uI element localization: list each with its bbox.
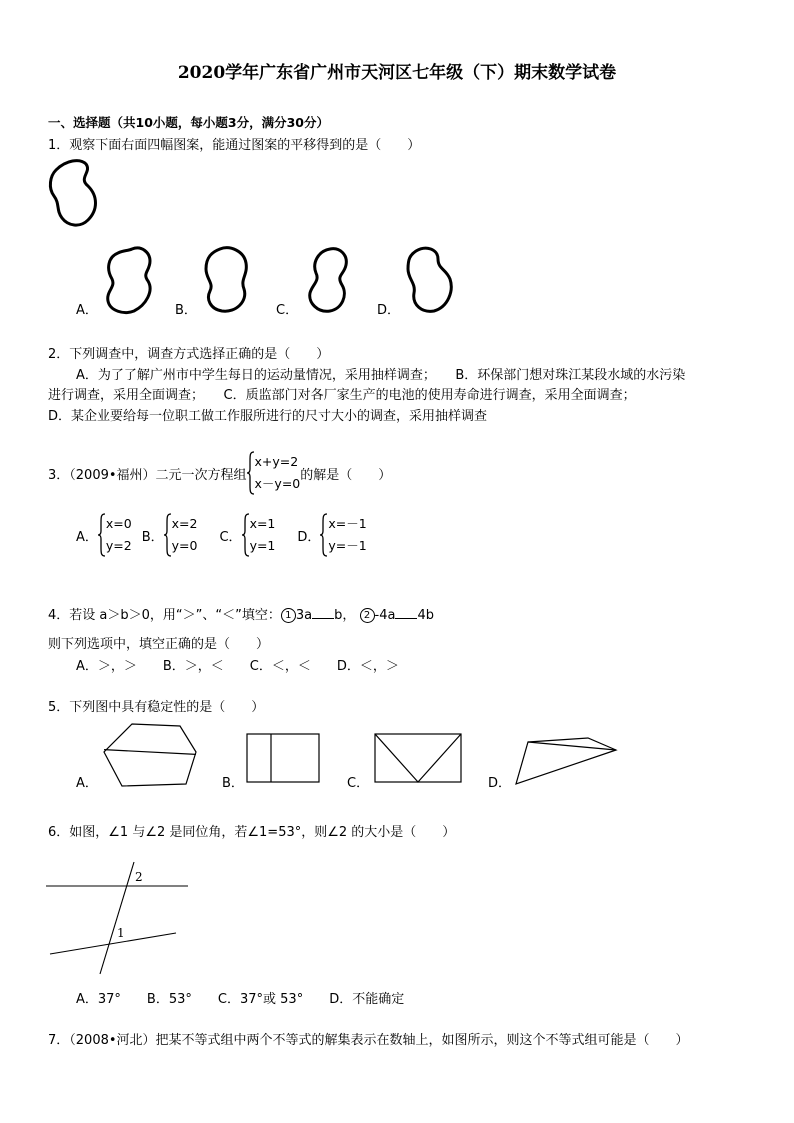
q6-angle-label-2: 2 <box>135 870 143 884</box>
q5-option-c-label: C． <box>347 776 370 791</box>
q4-part-2b: 4b <box>417 608 434 623</box>
question-7-stem: 7．（2008•河北）把某不等式组中两个不等式的解集表示在数轴上，如图所示，则这个不等式组可能是（ ） <box>48 1033 689 1048</box>
q3-option-d-label: D． <box>297 529 321 545</box>
q1-option-a-label: A． <box>76 303 98 318</box>
q4-blank-1 <box>312 606 334 619</box>
q3-option-b-label: B． <box>141 529 164 545</box>
q4-blank-2 <box>395 606 417 619</box>
q6-angle-figure <box>46 862 192 978</box>
q3-option-d-l1: x=－1 <box>328 516 367 531</box>
q3-option-c-label: C． <box>219 529 242 545</box>
q1-option-c-leaf-figure <box>302 245 357 315</box>
q5-option-b-label: B． <box>222 776 244 791</box>
q3-option-c-system <box>242 513 276 557</box>
q4-stem-prefix: 4．若设 a＞b＞0，用“＞”、“＜”填空： <box>48 608 281 623</box>
q5-option-a-label: A． <box>76 776 98 791</box>
q1-option-b-label: B． <box>175 303 197 318</box>
q3-option-b-l1: x=2 <box>171 516 198 531</box>
q4-part-2a: -4a <box>374 608 396 623</box>
q3-option-a-l2: y=2 <box>105 538 132 553</box>
circled-number-1: 1 <box>281 608 296 623</box>
page-title: 2020学年广东省广州市天河区七年级（下）期末数学试卷 <box>177 63 617 83</box>
q1-option-d-label: D． <box>377 303 401 318</box>
q3-option-b-system <box>164 513 198 557</box>
brace-icon <box>164 513 172 557</box>
q3-option-c-l1: x=1 <box>249 516 276 531</box>
circled-number-2: 2 <box>360 608 375 623</box>
q3-option-d-system <box>320 513 366 557</box>
q3-options-row <box>76 513 367 557</box>
brace-icon <box>98 513 106 557</box>
q5-option-d-quadrilateral-figure <box>514 736 618 788</box>
q3-option-b-l2: y=0 <box>171 538 198 553</box>
q6-angle-label-1: 1 <box>117 926 125 940</box>
brace-icon <box>320 513 328 557</box>
q1-option-d-leaf-figure <box>404 245 459 315</box>
q5-option-d-label: D． <box>488 776 512 791</box>
question-4-line-2: 则下列选项中，填空正确的是（ ） <box>48 637 270 652</box>
q3-option-c-l2: y=1 <box>249 538 276 553</box>
q3-stem-prefix: 3．（2009•福州）二元一次方程组 <box>48 467 247 483</box>
q3-option-a-label: A． <box>76 529 98 545</box>
question-5-stem: 5．下列图中具有稳定性的是（ ） <box>48 700 265 715</box>
q1-original-leaf-figure <box>48 160 103 228</box>
q5-option-c-rectangle-triangle-figure <box>374 733 464 785</box>
q4-part-1a: 3a <box>295 608 313 623</box>
q3-stem-suffix: 的解是（ ） <box>300 467 392 483</box>
section-heading: 一、选择题（共10小题，每小题3分，满分30分） <box>48 115 329 130</box>
q5-option-b-rectangle-figure <box>246 733 322 785</box>
question-4-options: A．＞，＞ B．＞，＜ C．＜，＜ D．＜，＞ <box>76 659 399 674</box>
brace-icon <box>247 451 255 495</box>
question-6-stem: 6．如图，∠1 与∠2 是同位角，若∠1=53°，则∠2 的大小是（ ） <box>48 825 456 840</box>
question-2-line-1: A．为了了解广州市中学生每日的运动量情况，采用抽样调查； B．环保部门想对珠江某段水域的水污染 <box>76 368 686 383</box>
q3-eq-2: x－y=0 <box>254 476 301 491</box>
question-2-line-3: D．某企业要给每一位职工做工作服所进行的尺寸大小的调查，采用抽样调查 <box>48 409 488 424</box>
q1-option-a-leaf-figure <box>102 245 157 315</box>
q3-option-d-l2: y=－1 <box>328 538 367 553</box>
question-3-stem <box>48 451 391 495</box>
q4-part-1b: b， <box>334 608 356 623</box>
question-2-line-2: 进行调查，采用全面调查； C．质监部门对各厂家生产的电池的使用寿命进行调查，采用全面调查； <box>48 388 636 403</box>
question-6-options: A．37° B．53° C．37°或 53° D．不能确定 <box>76 992 405 1007</box>
question-2-stem: 2．下列调查中，调查方式选择正确的是（ ） <box>48 347 330 362</box>
q3-eq-1: x+y=2 <box>254 454 299 469</box>
q5-option-a-hexagon-figure <box>100 722 200 788</box>
q3-option-a-system <box>98 513 132 557</box>
q3-equation-system <box>247 451 301 495</box>
q1-option-c-label: C． <box>276 303 299 318</box>
brace-icon <box>242 513 250 557</box>
q1-option-b-leaf-figure <box>200 245 255 315</box>
question-1-stem: 1．观察下面右面四幅图案，能通过图案的平移得到的是（ ） <box>48 138 421 153</box>
q3-option-a-l1: x=0 <box>105 516 132 531</box>
question-4-stem <box>48 604 434 623</box>
